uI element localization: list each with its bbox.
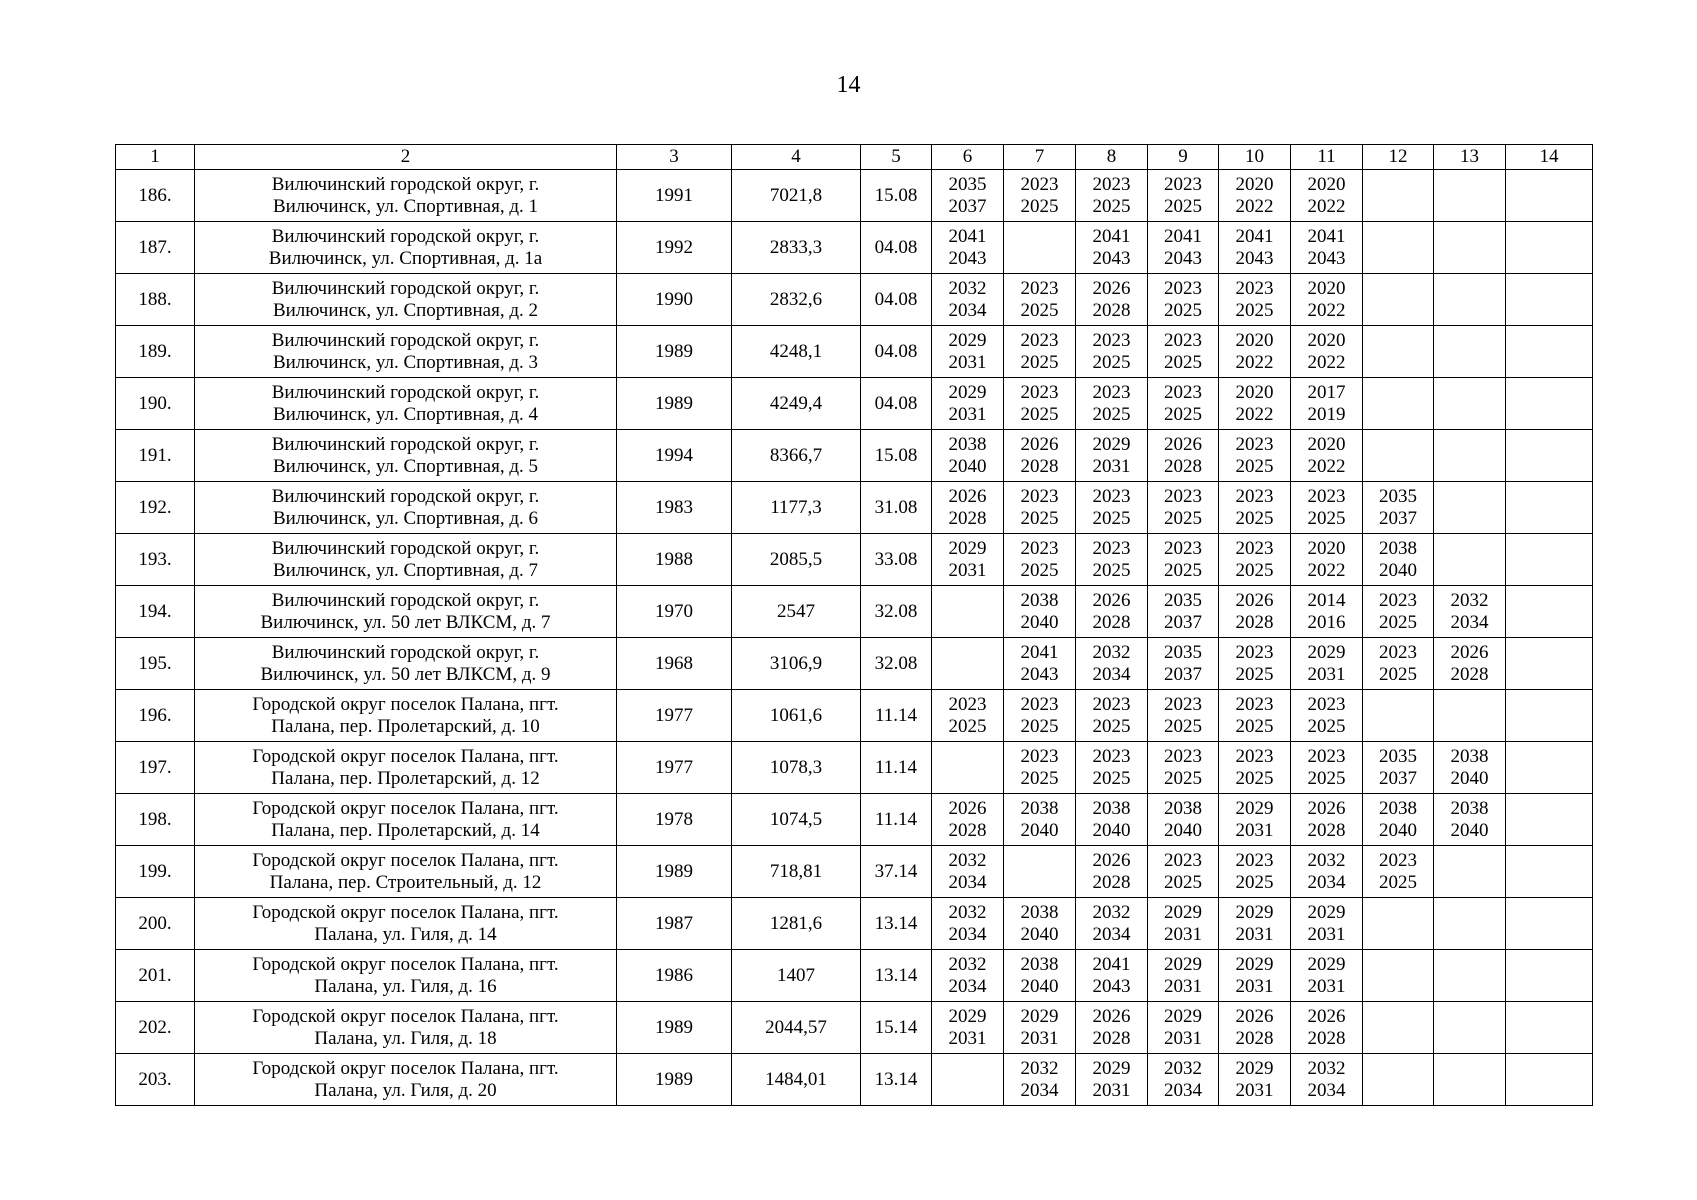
work-years-cell: 2038 2040 <box>1148 794 1219 846</box>
row-number-cell: 194. <box>116 586 195 638</box>
work-years-cell: 2023 2025 <box>1004 170 1076 222</box>
work-years-cell <box>1506 950 1593 1002</box>
column-header-10: 10 <box>1219 145 1291 170</box>
work-years-cell: 2029 2031 <box>932 534 1004 586</box>
work-years-cell: 2035 2037 <box>932 170 1004 222</box>
area-cell: 4248,1 <box>732 326 861 378</box>
address-cell: Городской округ поселок Палана, пгт. Палана, пер. Пролетарский, д. 12 <box>195 742 617 794</box>
row-number-cell: 187. <box>116 222 195 274</box>
build-year-cell: 1983 <box>617 482 732 534</box>
table-row <box>116 222 1593 274</box>
column-header-1: 1 <box>116 145 195 170</box>
work-years-cell: 2023 2025 <box>1004 326 1076 378</box>
table-row <box>116 794 1593 846</box>
build-year-cell: 1994 <box>617 430 732 482</box>
table-body <box>116 170 1593 1106</box>
code-cell: 33.08 <box>861 534 932 586</box>
work-years-cell: 2032 2034 <box>1148 1054 1219 1106</box>
code-cell: 11.14 <box>861 794 932 846</box>
table-row <box>116 898 1593 950</box>
work-years-cell <box>1004 846 1076 898</box>
work-years-cell: 2029 2031 <box>932 378 1004 430</box>
work-years-cell: 2026 2028 <box>1076 1002 1148 1054</box>
work-years-cell <box>1506 170 1593 222</box>
work-years-cell: 2029 2031 <box>1148 898 1219 950</box>
work-years-cell: 2041 2043 <box>1291 222 1363 274</box>
work-years-cell: 2023 2025 <box>1148 690 1219 742</box>
work-years-cell: 2020 2022 <box>1291 430 1363 482</box>
work-years-cell <box>1506 534 1593 586</box>
build-year-cell: 1968 <box>617 638 732 690</box>
work-years-cell: 2023 2025 <box>1076 534 1148 586</box>
work-years-cell: 2017 2019 <box>1291 378 1363 430</box>
table-row <box>116 586 1593 638</box>
work-years-cell: 2032 2034 <box>932 274 1004 326</box>
work-years-cell: 2020 2022 <box>1219 378 1291 430</box>
work-years-cell <box>1434 274 1506 326</box>
work-years-cell: 2029 2031 <box>1219 898 1291 950</box>
work-years-cell: 2038 2040 <box>1434 742 1506 794</box>
code-cell: 04.08 <box>861 222 932 274</box>
work-years-cell: 2029 2031 <box>1148 950 1219 1002</box>
table-row <box>116 742 1593 794</box>
work-years-cell: 2023 2025 <box>1148 742 1219 794</box>
work-years-cell <box>932 1054 1004 1106</box>
work-years-cell <box>1506 1002 1593 1054</box>
work-years-cell: 2026 2028 <box>1148 430 1219 482</box>
table-row <box>116 534 1593 586</box>
work-years-cell: 2020 2022 <box>1219 326 1291 378</box>
column-header-6: 6 <box>932 145 1004 170</box>
work-years-cell: 2023 2025 <box>1076 482 1148 534</box>
work-years-cell: 2023 2025 <box>1148 534 1219 586</box>
address-cell: Городской округ поселок Палана, пгт. Палана, ул. Гиля, д. 18 <box>195 1002 617 1054</box>
work-years-cell: 2032 2034 <box>1004 1054 1076 1106</box>
work-years-cell: 2023 2025 <box>1363 586 1434 638</box>
work-years-cell: 2023 2025 <box>1219 274 1291 326</box>
work-years-cell: 2032 2034 <box>1291 1054 1363 1106</box>
work-years-cell: 2038 2040 <box>1363 534 1434 586</box>
work-years-cell: 2029 2031 <box>932 1002 1004 1054</box>
work-years-cell: 2026 2028 <box>1219 586 1291 638</box>
column-header-7: 7 <box>1004 145 1076 170</box>
work-years-cell: 2041 2043 <box>1076 222 1148 274</box>
work-years-cell: 2032 2034 <box>1434 586 1506 638</box>
work-years-cell <box>1363 950 1434 1002</box>
work-years-cell: 2023 2025 <box>1004 534 1076 586</box>
page-number: 14 <box>836 72 861 98</box>
work-years-cell <box>1363 378 1434 430</box>
work-years-cell: 2023 2025 <box>1291 742 1363 794</box>
work-years-cell <box>932 586 1004 638</box>
area-cell: 7021,8 <box>732 170 861 222</box>
area-cell: 3106,9 <box>732 638 861 690</box>
work-years-cell: 2029 2031 <box>1076 430 1148 482</box>
work-years-cell: 2035 2037 <box>1363 742 1434 794</box>
work-years-cell: 2038 2040 <box>1076 794 1148 846</box>
work-years-cell <box>932 742 1004 794</box>
work-years-cell: 2023 2025 <box>1291 690 1363 742</box>
work-years-cell <box>1363 326 1434 378</box>
column-header-9: 9 <box>1148 145 1219 170</box>
work-years-cell: 2029 2031 <box>932 326 1004 378</box>
code-cell: 13.14 <box>861 950 932 1002</box>
work-years-cell: 2020 2022 <box>1219 170 1291 222</box>
row-number-cell: 195. <box>116 638 195 690</box>
area-cell: 1061,6 <box>732 690 861 742</box>
code-cell: 11.14 <box>861 742 932 794</box>
build-year-cell: 1990 <box>617 274 732 326</box>
work-years-cell: 2026 2028 <box>1076 274 1148 326</box>
work-years-cell: 2029 2031 <box>1291 950 1363 1002</box>
table-row <box>116 690 1593 742</box>
code-cell: 15.08 <box>861 170 932 222</box>
area-cell: 8366,7 <box>732 430 861 482</box>
address-cell: Городской округ поселок Палана, пгт. Палана, пер. Пролетарский, д. 10 <box>195 690 617 742</box>
work-years-cell: 2023 2025 <box>1148 846 1219 898</box>
work-years-cell <box>1506 586 1593 638</box>
table-row <box>116 1054 1593 1106</box>
work-years-cell <box>1506 430 1593 482</box>
work-years-cell <box>1434 222 1506 274</box>
column-number-row <box>116 145 1593 170</box>
work-years-cell: 2023 2025 <box>1076 690 1148 742</box>
work-years-cell <box>1434 170 1506 222</box>
area-cell: 1407 <box>732 950 861 1002</box>
row-number-cell: 199. <box>116 846 195 898</box>
work-years-cell <box>1506 482 1593 534</box>
row-number-cell: 203. <box>116 1054 195 1106</box>
row-number-cell: 196. <box>116 690 195 742</box>
work-years-cell <box>1506 378 1593 430</box>
build-year-cell: 1989 <box>617 846 732 898</box>
work-years-cell: 2035 2037 <box>1148 638 1219 690</box>
build-year-cell: 1986 <box>617 950 732 1002</box>
work-years-cell: 2023 2025 <box>1363 638 1434 690</box>
area-cell: 2833,3 <box>732 222 861 274</box>
area-cell: 1177,3 <box>732 482 861 534</box>
code-cell: 32.08 <box>861 586 932 638</box>
address-cell: Городской округ поселок Палана, пгт. Палана, ул. Гиля, д. 16 <box>195 950 617 1002</box>
work-years-cell: 2023 2025 <box>1363 846 1434 898</box>
address-cell: Вилючинский городской округ, г. Вилючинск, ул. Спортивная, д. 1 <box>195 170 617 222</box>
address-cell: Городской округ поселок Палана, пгт. Палана, пер. Строительный, д. 12 <box>195 846 617 898</box>
work-years-cell: 2026 2028 <box>1434 638 1506 690</box>
work-years-cell: 2026 2028 <box>932 794 1004 846</box>
column-header-4: 4 <box>732 145 861 170</box>
column-header-14: 14 <box>1506 145 1593 170</box>
work-years-cell: 2029 2031 <box>1148 1002 1219 1054</box>
row-number-cell: 200. <box>116 898 195 950</box>
table-row <box>116 950 1593 1002</box>
work-years-cell <box>1363 430 1434 482</box>
work-years-cell: 2023 2025 <box>1004 378 1076 430</box>
area-cell: 2832,6 <box>732 274 861 326</box>
work-years-cell: 2023 2025 <box>1148 482 1219 534</box>
row-number-cell: 190. <box>116 378 195 430</box>
work-years-cell: 2038 2040 <box>932 430 1004 482</box>
work-years-cell: 2038 2040 <box>1363 794 1434 846</box>
table-row <box>116 430 1593 482</box>
work-years-cell: 2032 2034 <box>1291 846 1363 898</box>
work-years-cell: 2029 2031 <box>1004 1002 1076 1054</box>
column-header-13: 13 <box>1434 145 1506 170</box>
address-cell: Вилючинский городской округ, г. Вилючинск, ул. Спортивная, д. 6 <box>195 482 617 534</box>
area-cell: 4249,4 <box>732 378 861 430</box>
work-years-cell <box>1363 1054 1434 1106</box>
work-years-cell: 2023 2025 <box>1004 482 1076 534</box>
work-years-cell: 2026 2028 <box>1004 430 1076 482</box>
row-number-cell: 191. <box>116 430 195 482</box>
work-years-cell: 2041 2043 <box>1219 222 1291 274</box>
work-years-cell: 2029 2031 <box>1219 794 1291 846</box>
row-number-cell: 201. <box>116 950 195 1002</box>
area-cell: 718,81 <box>732 846 861 898</box>
row-number-cell: 202. <box>116 1002 195 1054</box>
area-cell: 1484,01 <box>732 1054 861 1106</box>
code-cell: 31.08 <box>861 482 932 534</box>
work-years-cell: 2035 2037 <box>1148 586 1219 638</box>
work-years-cell <box>1434 1054 1506 1106</box>
work-years-cell <box>1363 690 1434 742</box>
work-years-cell <box>932 638 1004 690</box>
work-years-cell <box>1434 534 1506 586</box>
work-years-cell: 2020 2022 <box>1291 274 1363 326</box>
address-cell: Вилючинский городской округ, г. Вилючинск, ул. Спортивная, д. 4 <box>195 378 617 430</box>
work-years-cell: 2038 2040 <box>1004 794 1076 846</box>
work-years-cell <box>1434 690 1506 742</box>
work-years-cell: 2041 2043 <box>932 222 1004 274</box>
work-years-cell: 2041 2043 <box>1004 638 1076 690</box>
table-row <box>116 846 1593 898</box>
work-years-cell: 2023 2025 <box>1291 482 1363 534</box>
code-cell: 37.14 <box>861 846 932 898</box>
code-cell: 04.08 <box>861 274 932 326</box>
work-years-cell: 2026 2028 <box>1219 1002 1291 1054</box>
table-row <box>116 1002 1593 1054</box>
work-years-cell: 2035 2037 <box>1363 482 1434 534</box>
work-years-cell: 2023 2025 <box>932 690 1004 742</box>
address-cell: Вилючинский городской округ, г. Вилючинск, ул. Спортивная, д. 7 <box>195 534 617 586</box>
address-cell: Вилючинский городской округ, г. Вилючинск, ул. 50 лет ВЛКСМ, д. 7 <box>195 586 617 638</box>
build-year-cell: 1989 <box>617 326 732 378</box>
work-years-cell: 2032 2034 <box>932 950 1004 1002</box>
build-year-cell: 1977 <box>617 690 732 742</box>
work-years-cell: 2026 2028 <box>1076 586 1148 638</box>
work-years-cell <box>1363 1002 1434 1054</box>
work-years-cell <box>1506 1054 1593 1106</box>
work-years-cell: 2020 2022 <box>1291 170 1363 222</box>
work-years-cell: 2023 2025 <box>1219 534 1291 586</box>
area-cell: 1281,6 <box>732 898 861 950</box>
table-row <box>116 482 1593 534</box>
housing-schedule-table <box>115 144 1593 1106</box>
work-years-cell: 2023 2025 <box>1219 846 1291 898</box>
area-cell: 2044,57 <box>732 1002 861 1054</box>
table-row <box>116 326 1593 378</box>
row-number-cell: 186. <box>116 170 195 222</box>
work-years-cell: 2026 2028 <box>1076 846 1148 898</box>
row-number-cell: 198. <box>116 794 195 846</box>
work-years-cell <box>1506 326 1593 378</box>
work-years-cell: 2026 2028 <box>1291 794 1363 846</box>
work-years-cell <box>1363 898 1434 950</box>
work-years-cell <box>1506 690 1593 742</box>
work-years-cell: 2014 2016 <box>1291 586 1363 638</box>
table-row <box>116 378 1593 430</box>
work-years-cell: 2038 2040 <box>1434 794 1506 846</box>
table-row <box>116 274 1593 326</box>
work-years-cell: 2032 2034 <box>1076 898 1148 950</box>
work-years-cell: 2023 2025 <box>1076 170 1148 222</box>
work-years-cell <box>1434 430 1506 482</box>
row-number-cell: 197. <box>116 742 195 794</box>
work-years-cell <box>1434 950 1506 1002</box>
work-years-cell <box>1506 794 1593 846</box>
work-years-cell: 2026 2028 <box>1291 1002 1363 1054</box>
build-year-cell: 1989 <box>617 1002 732 1054</box>
work-years-cell: 2023 2025 <box>1219 690 1291 742</box>
table-row <box>116 170 1593 222</box>
column-header-2: 2 <box>195 145 617 170</box>
work-years-cell <box>1434 846 1506 898</box>
build-year-cell: 1989 <box>617 378 732 430</box>
code-cell: 13.14 <box>861 1054 932 1106</box>
column-header-3: 3 <box>617 145 732 170</box>
code-cell: 15.08 <box>861 430 932 482</box>
work-years-cell: 2023 2025 <box>1219 638 1291 690</box>
build-year-cell: 1991 <box>617 170 732 222</box>
row-number-cell: 192. <box>116 482 195 534</box>
work-years-cell: 2023 2025 <box>1076 378 1148 430</box>
work-years-cell: 2023 2025 <box>1004 742 1076 794</box>
column-header-5: 5 <box>861 145 932 170</box>
work-years-cell: 2023 2025 <box>1148 326 1219 378</box>
address-cell: Городской округ поселок Палана, пгт. Палана, ул. Гиля, д. 20 <box>195 1054 617 1106</box>
work-years-cell: 2026 2028 <box>932 482 1004 534</box>
work-years-cell: 2029 2031 <box>1291 898 1363 950</box>
work-years-cell: 2041 2043 <box>1076 950 1148 1002</box>
table-row <box>116 638 1593 690</box>
area-cell: 1074,5 <box>732 794 861 846</box>
work-years-cell <box>1004 222 1076 274</box>
row-number-cell: 188. <box>116 274 195 326</box>
build-year-cell: 1978 <box>617 794 732 846</box>
column-header-11: 11 <box>1291 145 1363 170</box>
work-years-cell: 2023 2025 <box>1219 482 1291 534</box>
work-years-cell <box>1506 638 1593 690</box>
row-number-cell: 193. <box>116 534 195 586</box>
address-cell: Городской округ поселок Палана, пгт. Палана, пер. Пролетарский, д. 14 <box>195 794 617 846</box>
column-header-8: 8 <box>1076 145 1148 170</box>
code-cell: 04.08 <box>861 326 932 378</box>
build-year-cell: 1989 <box>617 1054 732 1106</box>
work-years-cell <box>1506 846 1593 898</box>
area-cell: 1078,3 <box>732 742 861 794</box>
build-year-cell: 1987 <box>617 898 732 950</box>
work-years-cell: 2029 2031 <box>1076 1054 1148 1106</box>
code-cell: 13.14 <box>861 898 932 950</box>
work-years-cell: 2023 2025 <box>1076 742 1148 794</box>
work-years-cell <box>1434 898 1506 950</box>
work-years-cell: 2023 2025 <box>1219 430 1291 482</box>
work-years-cell: 2020 2022 <box>1291 326 1363 378</box>
work-years-cell: 2023 2025 <box>1004 274 1076 326</box>
work-years-cell <box>1506 742 1593 794</box>
work-years-cell: 2023 2025 <box>1148 378 1219 430</box>
work-years-cell <box>1506 274 1593 326</box>
work-years-cell: 2023 2025 <box>1076 326 1148 378</box>
build-year-cell: 1988 <box>617 534 732 586</box>
work-years-cell <box>1434 378 1506 430</box>
work-years-cell <box>1434 326 1506 378</box>
work-years-cell <box>1363 170 1434 222</box>
build-year-cell: 1977 <box>617 742 732 794</box>
area-cell: 2085,5 <box>732 534 861 586</box>
address-cell: Вилючинский городской округ, г. Вилючинск, ул. Спортивная, д. 2 <box>195 274 617 326</box>
work-years-cell <box>1434 482 1506 534</box>
code-cell: 04.08 <box>861 378 932 430</box>
work-years-cell: 2038 2040 <box>1004 950 1076 1002</box>
build-year-cell: 1970 <box>617 586 732 638</box>
work-years-cell: 2023 2025 <box>1219 742 1291 794</box>
work-years-cell: 2029 2031 <box>1219 1054 1291 1106</box>
code-cell: 32.08 <box>861 638 932 690</box>
work-years-cell <box>1363 222 1434 274</box>
work-years-cell: 2029 2031 <box>1291 638 1363 690</box>
column-header-12: 12 <box>1363 145 1434 170</box>
work-years-cell: 2032 2034 <box>1076 638 1148 690</box>
work-years-cell: 2032 2034 <box>932 898 1004 950</box>
work-years-cell <box>1434 1002 1506 1054</box>
work-years-cell: 2032 2034 <box>932 846 1004 898</box>
address-cell: Городской округ поселок Палана, пгт. Палана, ул. Гиля, д. 14 <box>195 898 617 950</box>
work-years-cell <box>1506 898 1593 950</box>
work-years-cell: 2020 2022 <box>1291 534 1363 586</box>
code-cell: 15.14 <box>861 1002 932 1054</box>
work-years-cell: 2023 2025 <box>1148 274 1219 326</box>
address-cell: Вилючинский городской округ, г. Вилючинск, ул. Спортивная, д. 1а <box>195 222 617 274</box>
work-years-cell <box>1363 274 1434 326</box>
work-years-cell <box>1506 222 1593 274</box>
work-years-cell: 2038 2040 <box>1004 898 1076 950</box>
work-years-cell: 2029 2031 <box>1219 950 1291 1002</box>
row-number-cell: 189. <box>116 326 195 378</box>
address-cell: Вилючинский городской округ, г. Вилючинск, ул. 50 лет ВЛКСМ, д. 9 <box>195 638 617 690</box>
address-cell: Вилючинский городской округ, г. Вилючинск, ул. Спортивная, д. 3 <box>195 326 617 378</box>
work-years-cell: 2041 2043 <box>1148 222 1219 274</box>
build-year-cell: 1992 <box>617 222 732 274</box>
area-cell: 2547 <box>732 586 861 638</box>
address-cell: Вилючинский городской округ, г. Вилючинск, ул. Спортивная, д. 5 <box>195 430 617 482</box>
work-years-cell: 2038 2040 <box>1004 586 1076 638</box>
code-cell: 11.14 <box>861 690 932 742</box>
work-years-cell: 2023 2025 <box>1004 690 1076 742</box>
work-years-cell: 2023 2025 <box>1148 170 1219 222</box>
